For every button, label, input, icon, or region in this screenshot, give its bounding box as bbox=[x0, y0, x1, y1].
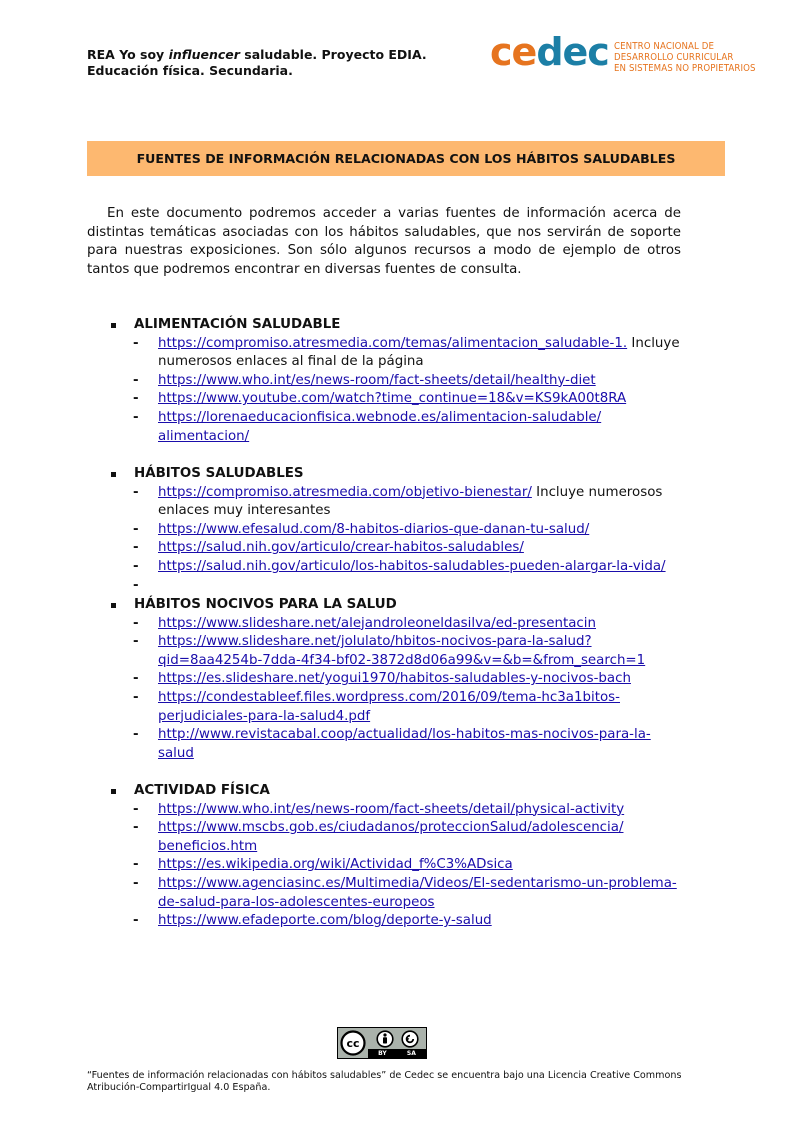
resource-link[interactable]: https://www.who.int/es/news-room/fact-sheets/detail/physical-activity bbox=[158, 801, 625, 817]
list-item: - https://salud.nih.gov/articulo/los-habitos-saludables-pueden-alargar-la-vida/ bbox=[133, 558, 666, 574]
link-list bbox=[87, 615, 727, 764]
header-line-1: REA Yo soy influencer saludable. Proyecto EDIA. bbox=[87, 47, 427, 62]
by-label: BY bbox=[378, 1050, 387, 1057]
resource-link[interactable]: https://es.slideshare.net/yogui1970/habitos-saludables-y-nocivos-bach bbox=[158, 671, 631, 687]
list-item: - https://condestableef.files.wordpress.com/2016/09/tema-hc3a1bitos- perjudiciales-para-la-salud4.pdf bbox=[133, 689, 620, 724]
resource-link[interactable]: https://condestableef.files.wordpress.com/2016/09/tema-hc3a1bitos- perjudiciales-para-la-salud4.pdf bbox=[158, 689, 620, 724]
list-item: - https://salud.nih.gov/articulo/crear-habitos-saludables/ bbox=[133, 540, 524, 556]
section-heading: HÁBITOS NOCIVOS PARA LA SALUD bbox=[87, 596, 727, 615]
list-item: - https://es.wikipedia.org/wiki/Actividad_f%C3%ADsica bbox=[133, 857, 513, 873]
svg-text:cc: cc bbox=[346, 1037, 360, 1051]
list-item: - https://www.youtube.com/watch?time_continue=18&v=KS9kA00t8RA bbox=[133, 391, 627, 407]
resource-link[interactable]: https://www.efadeporte.com/blog/deporte-y-salud bbox=[158, 913, 492, 929]
document-title: FUENTES DE INFORMACIÓN RELACIONADAS CON LOS HÁBITOS SALUDABLES bbox=[87, 141, 725, 176]
header-italic-word: influencer bbox=[168, 47, 240, 62]
list-item: - https://es.slideshare.net/yogui1970/habitos-saludables-y-nocivos-bach bbox=[133, 671, 631, 687]
list-item: - https://lorenaeducacionfisica.webnode.es/alimentacion-saludable/ alimentacion/ bbox=[133, 409, 602, 444]
section-habitos-nocivos bbox=[87, 596, 727, 763]
list-item: - https://www.slideshare.net/alejandroleoneldasilva/ed-presentacin bbox=[133, 615, 596, 631]
license-footer: “Fuentes de información relacionadas con hábitos saludables” de Cedec se encuentra bajo una Licencia Creative Commons Atribución-CompartirIgual 4.0 España. bbox=[87, 1070, 682, 1094]
cc-logo-icon bbox=[338, 1028, 368, 1058]
resource-link[interactable]: https://compromiso.atresmedia.com/objetivo-bienestar/ bbox=[158, 484, 532, 500]
attribution-icon bbox=[376, 1030, 394, 1048]
document-header bbox=[87, 47, 427, 79]
logo-wordmark: cedec bbox=[490, 30, 609, 74]
resource-link[interactable]: https://compromiso.atresmedia.com/temas/alimentacion_saludable-1. bbox=[158, 335, 628, 351]
list-item: - https://compromiso.atresmedia.com/objetivo-bienestar/ Incluye numerosos enlaces muy interesantes bbox=[133, 484, 663, 519]
resource-link[interactable]: https://www.efesalud.com/8-habitos-diarios-que-danan-tu-salud/ bbox=[158, 521, 590, 537]
cedec-logo bbox=[490, 30, 760, 76]
link-list bbox=[87, 484, 727, 596]
resource-link[interactable]: https://salud.nih.gov/articulo/los-habitos-saludables-pueden-alargar-la-vida/ bbox=[158, 558, 666, 574]
list-item: - https://www.efadeporte.com/blog/deporte-y-salud bbox=[133, 913, 492, 929]
list-item: - https://www.slideshare.net/jolulato/hbitos-nocivos-para-la-salud? qid=8aa4254b-7dda-4f34-bf02-3872d8d06a99&v=&b=&from_search=1 bbox=[133, 634, 646, 668]
list-item: - https://www.who.int/es/news-room/fact-sheets/detail/healthy-diet bbox=[133, 372, 596, 388]
cc-license-badge bbox=[337, 1027, 427, 1059]
list-item: - https://www.who.int/es/news-room/fact-sheets/detail/physical-activity bbox=[133, 801, 625, 817]
section-habitos-saludables bbox=[87, 465, 727, 595]
section-actividad-fisica bbox=[87, 782, 727, 931]
list-item: - http://www.revistacabal.coop/actualidad/los-habitos-mas-nocivos-para-la- salud bbox=[133, 727, 651, 761]
list-item: - https://www.mscbs.gob.es/ciudadanos/proteccionSalud/adolescencia/ beneficios.htm bbox=[133, 820, 624, 854]
list-item: - https://www.agenciasinc.es/Multimedia/Videos/El-sedentarismo-un-problema- de-salud-para-los-adolescentes-europeos bbox=[133, 875, 677, 910]
resource-link[interactable]: https://www.youtube.com/watch?time_continue=18&v=KS9kA00t8RA bbox=[158, 391, 627, 407]
resource-link[interactable]: http://www.revistacabal.coop/actualidad/los-habitos-mas-nocivos-para-la- salud bbox=[158, 727, 651, 761]
resource-link[interactable]: https://salud.nih.gov/articulo/crear-habitos-saludables/ bbox=[158, 540, 524, 556]
section-heading: ACTIVIDAD FÍSICA bbox=[87, 782, 727, 801]
header-line-2: Educación física. Secundaria. bbox=[87, 63, 293, 78]
resource-link[interactable]: https://www.slideshare.net/alejandroleoneldasilva/ed-presentacin bbox=[158, 615, 596, 631]
section-heading: ALIMENTACIÓN SALUDABLE bbox=[87, 316, 727, 335]
resource-link[interactable]: https://www.who.int/es/news-room/fact-sheets/detail/healthy-diet bbox=[158, 372, 596, 388]
resource-link[interactable]: https://www.slideshare.net/jolulato/hbitos-nocivos-para-la-salud? qid=8aa4254b-7dda-4f34-bf02-3872d8d06a99&v=&b=&from_search=1 bbox=[158, 634, 646, 668]
intro-paragraph: En este documento podremos acceder a varias fuentes de información acerca de distintas temáticas asociadas con los hábitos saludables, que nos servirán de soporte para nuestras exposiciones. Son sólo algunos recursos a modo de ejemplo de otros tantos que podremos encontrar en diversas fuentes de consulta. bbox=[87, 206, 681, 277]
section-alimentacion-saludable bbox=[87, 316, 727, 446]
link-list bbox=[87, 801, 727, 931]
resource-link[interactable]: https://www.mscbs.gob.es/ciudadanos/proteccionSalud/adolescencia/ beneficios.htm bbox=[158, 820, 624, 854]
list-item: - https://www.efesalud.com/8-habitos-diarios-que-danan-tu-salud/ bbox=[133, 521, 590, 537]
list-item-empty: - bbox=[133, 577, 139, 593]
section-heading: HÁBITOS SALUDABLES bbox=[87, 465, 727, 484]
resource-link[interactable]: https://lorenaeducacionfisica.webnode.es/alimentacion-saludable/ alimentacion/ bbox=[158, 409, 602, 444]
list-item: - https://compromiso.atresmedia.com/temas/alimentacion_saludable-1. Incluye numerosos enlaces al final de la página bbox=[133, 335, 680, 370]
share-alike-icon bbox=[401, 1030, 419, 1048]
resource-link[interactable]: https://www.agenciasinc.es/Multimedia/Videos/El-sedentarismo-un-problema- de-salud-para-los-adolescentes-europeos bbox=[158, 875, 677, 910]
sa-label: SA bbox=[406, 1050, 416, 1057]
resource-link[interactable]: https://es.wikipedia.org/wiki/Actividad_f%C3%ADsica bbox=[158, 857, 513, 873]
link-list bbox=[87, 335, 727, 447]
logo-subtitle: CENTRO NACIONAL DE DESARROLLO CURRICULAR EN SISTEMAS NO PROPIETARIOS bbox=[614, 41, 756, 74]
